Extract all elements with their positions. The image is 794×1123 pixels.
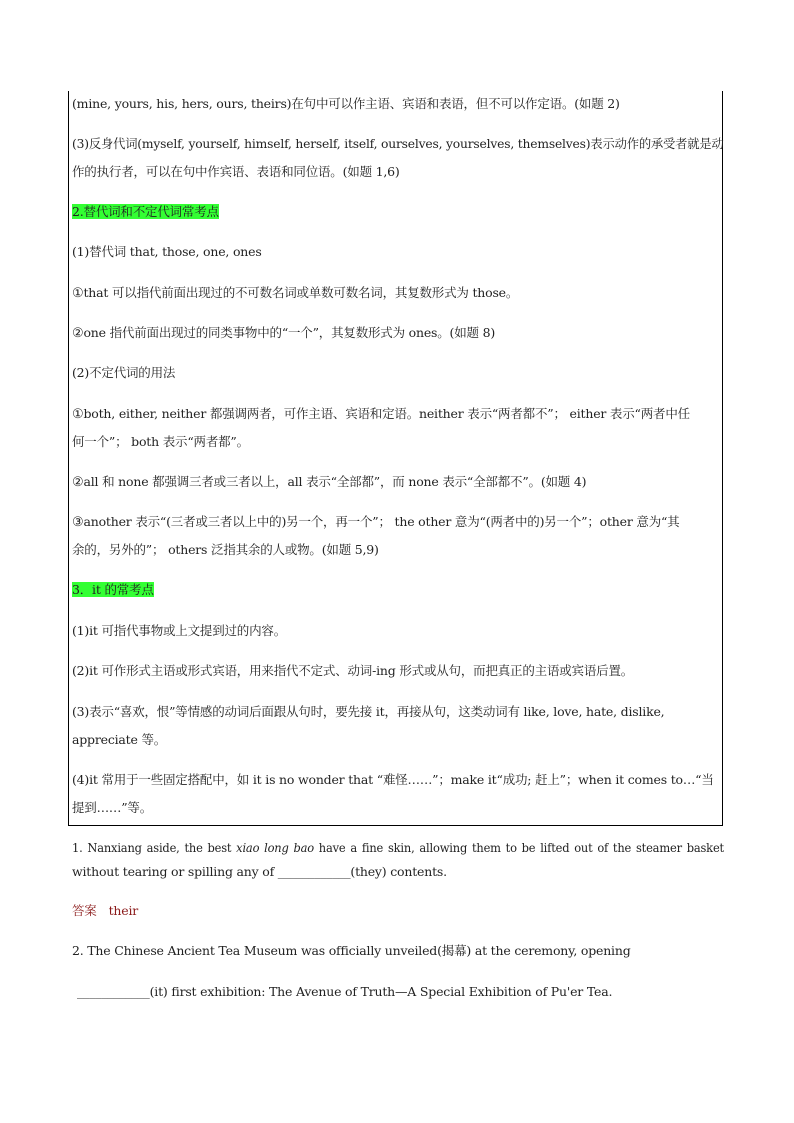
circled-number: ② <box>72 326 84 341</box>
circled-number: ① <box>72 286 84 301</box>
question-2: 2. The Chinese Ancient Tea Museum was officially unveiled(揭幕) at the ceremony, opening <box>72 943 631 958</box>
note-line: 何一个”； both 表示“两者都”。 <box>72 434 249 449</box>
answer-label: 答案 <box>72 903 97 918</box>
circled-number: ① <box>72 407 84 422</box>
answer-value: their <box>108 903 139 918</box>
note-line: (3)反身代词(myself, yourself, himself, herself, itself, ourselves, yourselves, themselves)表示动作的承受者就是动 <box>72 136 724 151</box>
note-line: (1)it 可指代事物或上文提到过的内容。 <box>72 623 287 638</box>
note-line: (mine, yours, his, hers, ours, theirs)在句中可以作主语、宾语和表语，但不可以作定语。(如题 2) <box>72 96 620 111</box>
question-1-cont: without tearing or spilling any of ____________(they) contents. <box>72 864 447 879</box>
question-2-cont: ____________(it) first exhibition: The Avenue of Truth—A Special Exhibition of Pu'er Tea. <box>77 984 613 999</box>
note-line: (4)it 常用于一些固定搭配中，如 it is no wonder that “难怪……”；make it“成功; 赶上”；when it comes to…“当 <box>72 772 714 787</box>
note-line: (1)替代词 that, those, one, ones <box>72 244 262 259</box>
answer-line <box>72 904 138 918</box>
note-line: 余的，另外的”； others 泛指其余的人或物。(如题 5,9) <box>72 542 379 557</box>
note-line: 作的执行者，可以在句中作宾语、表语和同位语。(如题 1,6) <box>72 164 400 179</box>
note-line: ②one 指代前面出现过的同类事物中的“一个”，其复数形式为 ones。(如题 8) <box>72 325 496 341</box>
note-line: (2)it 可作形式主语或形式宾语，用来指代不定式、动词-ing 形式或从句，而把真正的主语或宾语后置。 <box>72 663 634 678</box>
section-heading: 3．it 的常考点 <box>72 582 154 597</box>
note-line: (3)表示“喜欢，恨”等情感的动词后面跟从句时，要先接 it，再接从句，这类动词有 like, love, hate, dislike, <box>72 704 665 719</box>
note-line: (2)不定代词的用法 <box>72 365 176 380</box>
circled-number: ② <box>72 475 84 490</box>
question-1: 1. Nanxiang aside, the best xiao long bao have a fine skin, allowing them to be lifted out of the steamer basket <box>72 840 724 855</box>
circled-number: ③ <box>72 515 84 530</box>
note-line: ③another 表示“(三者或三者以上中的)另一个，再一个”； the other 意为“(两者中的)另一个”；other 意为“其 <box>72 514 680 530</box>
note-line: ①both, either, neither 都强调两者，可作主语、宾语和定语。neither 表示“两者都不”； either 表示“两者中任 <box>72 406 690 422</box>
note-line: 提到……”等。 <box>72 800 152 815</box>
section-heading: 2.替代词和不定代词常考点 <box>72 204 219 219</box>
note-line: appreciate 等。 <box>72 732 167 747</box>
note-line: ①that 可以指代前面出现过的不可数名词或单数可数名词，其复数形式为 those。 <box>72 285 519 301</box>
note-line: ②all 和 none 都强调三者或三者以上，all 表示“全部都”，而 none 表示“全部都不”。(如题 4) <box>72 474 587 490</box>
